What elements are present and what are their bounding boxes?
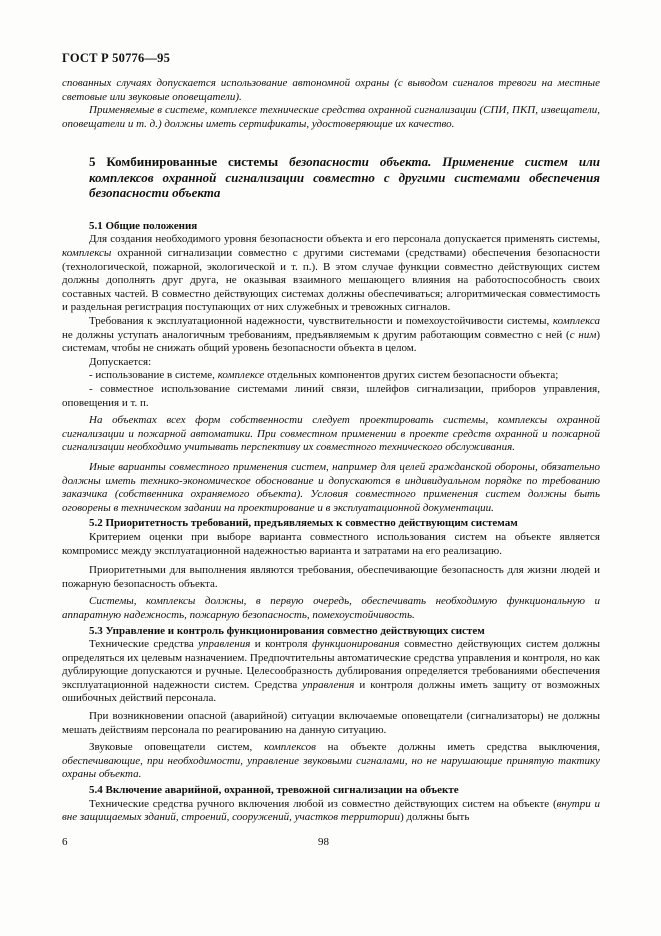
italic-span: комплекса bbox=[552, 315, 600, 328]
text-span: Технические средства bbox=[89, 638, 199, 651]
italic-span: комплексов bbox=[263, 741, 316, 754]
text-span: не должны уступать аналогичным требованиям, предъявляемым к другим работающим совместно с ней ( bbox=[62, 328, 570, 341]
italic-span: управления bbox=[198, 638, 251, 651]
document-header: ГОСТ Р 50776—95 bbox=[62, 51, 171, 65]
paragraph-manual-activation bbox=[62, 798, 600, 825]
paragraph-ownership-forms: На объектах всех форм собственности следует проектировать системы, комплексы охранной сигнализации и пожарной автоматики. При совместном применении в проекте средств охранной и пожарной сигнализации необходимо учитывать перспективу их совместного технического обслуживания. bbox=[62, 414, 600, 454]
italic-span: с ним bbox=[569, 328, 597, 341]
paragraph-autonomous-guard: спованных случаях допускается использование автономной охраны (с выводом сигналов тревоги на местные световые или звуковые оповещатели). bbox=[62, 77, 600, 103]
paragraph-reliability-priority: Системы, комплексы должны, в первую очередь, обеспечивать необходимую функциональную и аппаратную надежность, пожарную безопасность, помехоустойчивость. bbox=[62, 595, 600, 621]
text-span: на объекте должны иметь средства выключения, bbox=[315, 741, 600, 754]
text-span: Требования к эксплуатационной надежности, чувствительности и помехоустойчивости системы, bbox=[89, 315, 553, 328]
text-span: и контроля bbox=[250, 638, 313, 651]
section-5-title-plain: 5 Комбинированные системы bbox=[89, 154, 290, 170]
italic-span: обеспечивающие, при необходимости, управление звуковыми сигналами, но не нарушающие принятую тактику охраны объекта. bbox=[62, 754, 600, 781]
italic-span: комплексе bbox=[217, 369, 265, 382]
subsection-5-2-title: 5.2 Приоритетность требований, предъявляемых к совместно действующим системам bbox=[89, 517, 518, 530]
document-body bbox=[62, 77, 600, 825]
paragraph-priority-requirements: Приоритетными для выполнения являются требования, обеспечивающие безопасность для жизни людей и пожарную безопасность объекта. bbox=[62, 564, 600, 590]
list-item-components bbox=[62, 369, 600, 383]
paragraph-reliability-requirements bbox=[62, 315, 600, 356]
paragraph-other-variants: Иные варианты совместного применения систем, например для целей гражданской обороны, обязательно должны иметь технико-экономическое обоснование и допускаются в индивидуальном порядке по требованию заказчика (собственника охраняемого объекта). Условия совместного применения систем должны быть оговорены в техническом задании на проектирование и в эксплуатационной документации. bbox=[62, 460, 600, 514]
italic-span: внутри и вне защищаемых зданий, строений, сооружений, участков территории bbox=[62, 797, 600, 824]
text-span: ) должны быть bbox=[400, 811, 470, 824]
paragraph-evaluation-criterion: Критерием оценки при выборе варианта совместного использования систем на объекте является компромисс между эксплуатационной надежностью варианта и затратами на его реализацию. bbox=[62, 530, 600, 557]
text-span: Технические средства ручного включения любой из совместно действующих систем на объекте ( bbox=[89, 797, 557, 810]
subsection-5-3-title: 5.3 Управление и контроль функционирования совместно действующих систем bbox=[89, 624, 485, 637]
paragraph-allowed: Допускается: bbox=[89, 355, 152, 368]
subsection-5-1-title: 5.1 Общие положения bbox=[89, 219, 198, 232]
italic-span: комплексы bbox=[62, 247, 112, 260]
text-span: - использование в системе, bbox=[89, 369, 218, 382]
italic-span: функционирования bbox=[312, 638, 400, 651]
paragraph-certificates: Применяемые в системе, комплексе технические средства охранной сигнализации (СПИ, ПКП, извещатели, оповещатели и т. д.) должны иметь сертификаты, удостоверяющие их качество. bbox=[62, 104, 600, 130]
paragraph-control-means bbox=[62, 638, 600, 706]
paragraph-emergency-alarms: При возникновении опасной (аварийной) ситуации включаемые оповещатели (сигнализаторы) не должны мешать действиям персонала по реагированию на данную ситуацию. bbox=[62, 710, 600, 736]
page-number-left: 6 bbox=[62, 836, 68, 848]
paragraph-general-provisions bbox=[62, 233, 600, 315]
subsection-5-4-title: 5.4 Включение аварийной, охранной, тревожной сигнализации на объекте bbox=[89, 784, 459, 797]
text-span: и контроля должны иметь защиту от возможных ошибочных действий персонала. bbox=[62, 678, 600, 705]
text-span: совместно действующих систем должны определяться их целевым назначением. Предпочтительны автоматические средства управления и контроля, но как дублирующие допускаются и ручные. Целесообразность дублирования определяется требованиями обеспечения эксплуатационной надежности систем. Средства bbox=[62, 638, 600, 691]
text-span: отдельных компонентов других систем безопасности объекта; bbox=[264, 369, 559, 382]
page-number-center: 98 bbox=[318, 836, 329, 848]
paragraph-sound-alarms bbox=[62, 741, 600, 782]
section-5-title bbox=[89, 154, 600, 201]
italic-span: управления bbox=[302, 678, 355, 691]
list-item-shared-lines: - совместное использование системами линий связи, шлейфов сигнализации, приборов управления, оповещения и т. п. bbox=[62, 383, 600, 409]
text-span: ) системам, чтобы не снижать общий уровень безопасности объекта в целом. bbox=[62, 328, 601, 355]
section-5-title-italic: безопасности объекта. Применение систем или комплексов охранной сигнализации совместно с другими системами обеспечения безопасности объекта bbox=[89, 154, 601, 201]
text-span: охранной сигнализации совместно с другими системами (средствами) обеспечения безопасности (технологической, пожарной, экологической и т. п.). В этом случае функции совместно действующих систем должны дополнять друг друга, не оказывая взаимного мешающего влияния на работоспособность своих составных частей. В совместно действующих системах должны обеспечиваться; алгоритмическая совместимость и раздельная регистрация поступающих от них служебных и тревожных сигналов. bbox=[62, 247, 600, 314]
text-span: Для создания необходимого уровня безопасности объекта и его персонала допускается применять системы, bbox=[89, 233, 600, 246]
text-span: Звуковые оповещатели систем, bbox=[89, 741, 264, 754]
